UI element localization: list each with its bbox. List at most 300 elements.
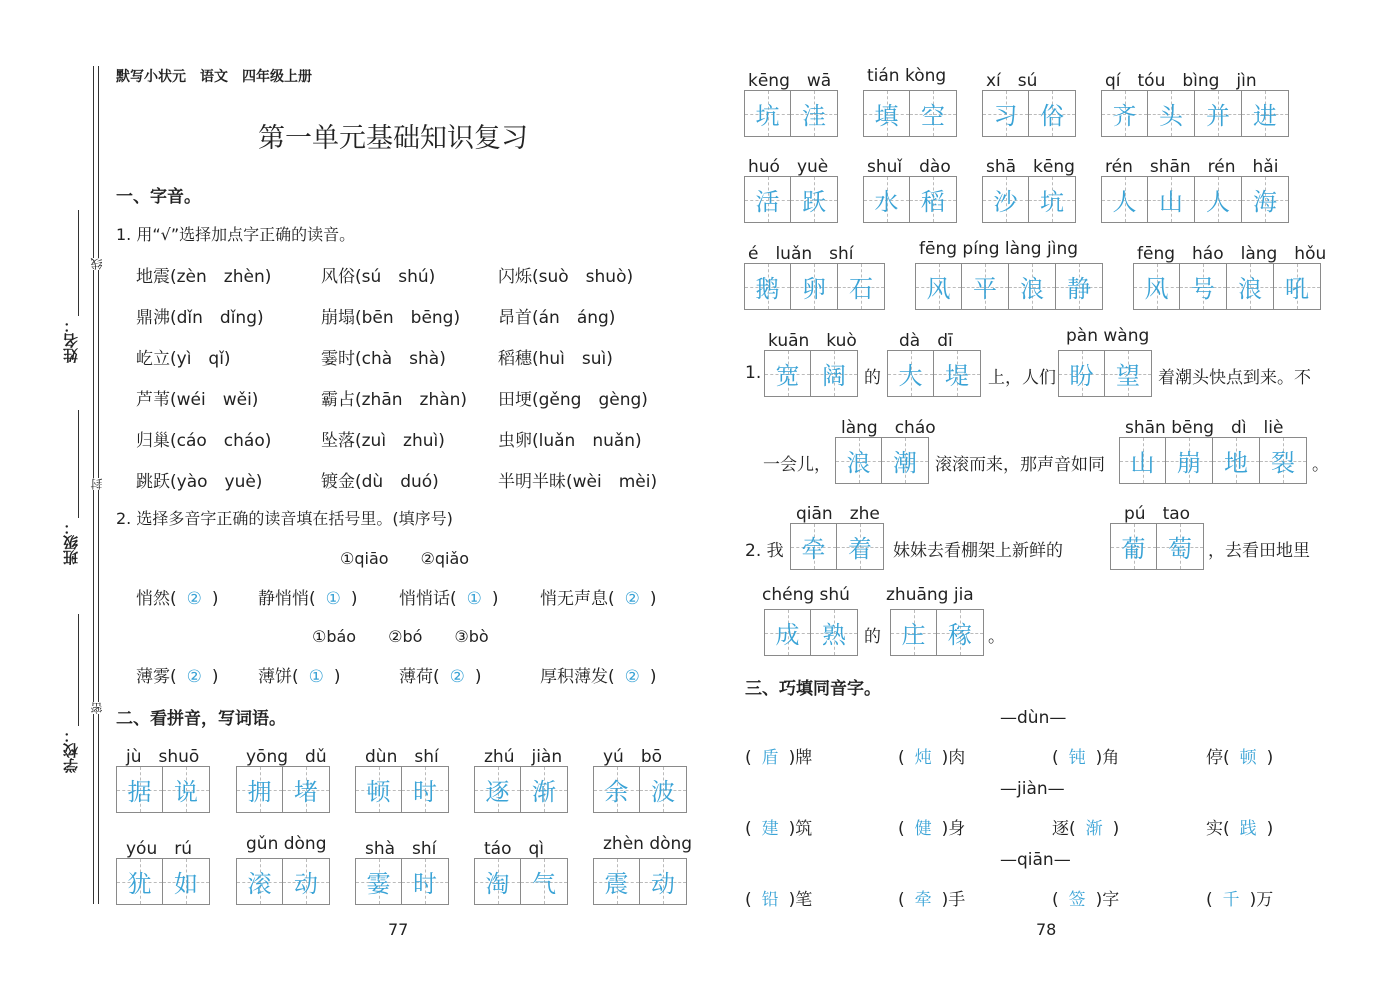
pinyin: xí sú bbox=[986, 71, 1038, 91]
homophone-answer: 牵 bbox=[914, 890, 932, 910]
pinyin: shà shí bbox=[365, 839, 437, 859]
char-cell[interactable] bbox=[962, 263, 1009, 310]
page-title: 第一单元基础知识复习 bbox=[258, 123, 528, 154]
homophone-answer: 践 bbox=[1239, 819, 1257, 839]
char: 习 bbox=[993, 102, 1018, 130]
char: 如 bbox=[174, 870, 198, 898]
char: 稻 bbox=[921, 188, 945, 216]
q2-word: 悄无声息( bbox=[540, 589, 615, 609]
char-cell[interactable] bbox=[764, 609, 811, 656]
char: 头 bbox=[1159, 102, 1183, 130]
homophone-item bbox=[1052, 885, 1119, 910]
char-cell[interactable] bbox=[1029, 90, 1076, 137]
q1-item: 霎时(chà shà) bbox=[321, 349, 446, 369]
q1-item: 风俗(sú shú) bbox=[321, 267, 436, 287]
page-number-left: 77 bbox=[388, 920, 409, 939]
q2-item bbox=[136, 584, 219, 609]
char: 吼 bbox=[1285, 275, 1309, 303]
char: 堤 bbox=[945, 362, 969, 390]
char-cell[interactable] bbox=[1274, 263, 1321, 310]
char-cell[interactable] bbox=[1101, 90, 1148, 137]
q1-item: 稻穗(huì suì) bbox=[498, 349, 613, 369]
char-cell[interactable] bbox=[837, 523, 884, 570]
homophone-suffix: )字 bbox=[1095, 890, 1120, 910]
mi-mark: 密 bbox=[90, 702, 104, 714]
char-cell[interactable] bbox=[1260, 437, 1307, 484]
word-box[interactable] bbox=[1119, 437, 1307, 484]
q2-word: 厚积薄发( bbox=[540, 667, 615, 687]
char: 地 bbox=[1224, 449, 1248, 477]
char: 坑 bbox=[1040, 188, 1064, 216]
char-cell[interactable] bbox=[1133, 263, 1180, 310]
char: 据 bbox=[127, 778, 152, 806]
homophone-answer: 铅 bbox=[761, 890, 779, 910]
q2-word: 静悄悄( bbox=[258, 589, 316, 609]
char-cell[interactable] bbox=[790, 523, 837, 570]
char: 着 bbox=[848, 535, 872, 563]
homophone-prefix: ( bbox=[1052, 890, 1059, 910]
pinyin: jù shuō bbox=[126, 747, 200, 767]
char-cell[interactable] bbox=[764, 350, 811, 397]
char: 人 bbox=[1206, 188, 1230, 216]
char: 萄 bbox=[1168, 535, 1192, 563]
q2-close: ) bbox=[211, 589, 219, 609]
word-box[interactable] bbox=[236, 858, 330, 905]
homophone-item bbox=[1206, 743, 1273, 768]
homophone-prefix: ( bbox=[898, 748, 905, 768]
q1-item: 崩塌(bēn bēng) bbox=[321, 308, 461, 328]
sentence-text: 滚滚而来，那声音如同 bbox=[935, 455, 1105, 475]
sentence-text: 的 bbox=[864, 627, 881, 647]
question-2: 2. 选择多音字正确的读音填在括号里。(填序号) bbox=[116, 509, 453, 528]
char-cell[interactable] bbox=[402, 858, 449, 905]
homophone-item bbox=[898, 885, 965, 910]
homophone-item bbox=[1052, 814, 1119, 839]
homophone-item bbox=[1206, 814, 1273, 839]
char: 浪 bbox=[1238, 275, 1262, 303]
char-cell[interactable] bbox=[474, 858, 521, 905]
question-1: 1. 用“√”选择加点字正确的读音。 bbox=[116, 225, 356, 244]
seal-line-mark: 线 bbox=[90, 258, 104, 270]
word-box[interactable] bbox=[890, 609, 984, 656]
pinyin: táo qì bbox=[484, 839, 544, 859]
char: 潮 bbox=[893, 449, 917, 477]
word-box[interactable] bbox=[116, 858, 210, 905]
char-cell[interactable] bbox=[910, 176, 957, 223]
word-box[interactable] bbox=[1101, 176, 1289, 223]
homophone-answer: 盾 bbox=[761, 748, 779, 768]
char: 浪 bbox=[1020, 275, 1044, 303]
seal-mark: 封 bbox=[90, 478, 104, 490]
q1-item: 地震(zèn zhèn) bbox=[136, 267, 272, 287]
char-cell[interactable] bbox=[236, 766, 283, 813]
homophone-prefix: 逐( bbox=[1052, 819, 1076, 839]
homophone-prefix: ( bbox=[745, 819, 752, 839]
char: 犹 bbox=[127, 870, 152, 898]
char-cell[interactable] bbox=[1058, 350, 1105, 397]
q2-item bbox=[258, 584, 358, 609]
char: 沙 bbox=[993, 188, 1018, 216]
char-cell[interactable] bbox=[1101, 176, 1148, 223]
char: 水 bbox=[874, 188, 899, 216]
char: 人 bbox=[1112, 188, 1137, 216]
pinyin: shuǐ dào bbox=[867, 157, 951, 177]
char-cell[interactable] bbox=[236, 858, 283, 905]
word-box[interactable] bbox=[474, 766, 568, 813]
char: 动 bbox=[294, 870, 318, 898]
pinyin: tián kòng bbox=[867, 66, 947, 86]
pinyin: fēng háo làng hǒu bbox=[1137, 244, 1327, 264]
q1-item: 虫卵(luǎn nuǎn) bbox=[498, 431, 642, 451]
homophone-prefix: ( bbox=[745, 890, 752, 910]
char-cell[interactable] bbox=[1110, 523, 1157, 570]
word-box[interactable] bbox=[835, 437, 929, 484]
pinyin: shān bēng dì liè bbox=[1125, 418, 1284, 438]
char-cell[interactable] bbox=[116, 766, 163, 813]
word-box[interactable] bbox=[593, 858, 687, 905]
char: 熟 bbox=[822, 621, 846, 649]
word-box[interactable] bbox=[474, 858, 568, 905]
word-box[interactable] bbox=[236, 766, 330, 813]
homophone-answer: 签 bbox=[1068, 890, 1086, 910]
pinyin: zhèn dòng bbox=[603, 834, 693, 854]
char: 跃 bbox=[802, 188, 826, 216]
char: 顿 bbox=[366, 778, 391, 806]
q2-answer: ② bbox=[186, 589, 202, 609]
section-3-heading: 三、巧填同音字。 bbox=[745, 679, 881, 699]
char: 石 bbox=[849, 275, 873, 303]
char-cell[interactable] bbox=[937, 609, 984, 656]
char-cell[interactable] bbox=[1056, 263, 1103, 310]
char-cell[interactable] bbox=[1029, 176, 1076, 223]
word-box[interactable] bbox=[982, 176, 1076, 223]
char-cell[interactable] bbox=[915, 263, 962, 310]
word-box[interactable] bbox=[764, 350, 858, 397]
char-cell[interactable] bbox=[283, 766, 330, 813]
char-cell[interactable] bbox=[744, 176, 791, 223]
char: 山 bbox=[1130, 449, 1155, 477]
pinyin: shā kēng bbox=[986, 157, 1075, 177]
char-cell[interactable] bbox=[791, 176, 838, 223]
char-cell[interactable] bbox=[1213, 437, 1260, 484]
char-cell[interactable] bbox=[1119, 437, 1166, 484]
char: 堵 bbox=[294, 778, 318, 806]
q2-item bbox=[258, 662, 341, 687]
q1-item: 霸占(zhān zhàn) bbox=[321, 390, 468, 410]
char: 逐 bbox=[485, 778, 510, 806]
word-box[interactable] bbox=[863, 90, 957, 137]
char: 填 bbox=[874, 102, 899, 130]
q2-close: ) bbox=[474, 667, 482, 687]
word-box[interactable] bbox=[744, 176, 838, 223]
q2-item bbox=[136, 662, 219, 687]
homophone-answer: 渐 bbox=[1085, 819, 1103, 839]
word-box[interactable] bbox=[1101, 90, 1289, 137]
q2-answer: ② bbox=[624, 667, 640, 687]
homophone-prefix: ( bbox=[898, 890, 905, 910]
pinyin: kuān kuò bbox=[768, 331, 857, 351]
q2-options-2: ①báo ②bó ③bò bbox=[312, 627, 489, 646]
q2-answer: ② bbox=[186, 667, 202, 687]
q2-word: 薄饼( bbox=[258, 667, 299, 687]
char-cell[interactable] bbox=[744, 263, 791, 310]
q2-close: ) bbox=[649, 667, 657, 687]
char-cell[interactable] bbox=[934, 350, 981, 397]
char-cell[interactable] bbox=[744, 90, 791, 137]
char: 洼 bbox=[802, 102, 826, 130]
homophone-item bbox=[1206, 885, 1273, 910]
char: 波 bbox=[651, 778, 675, 806]
q1-item: 半明半昧(wèi mèi) bbox=[498, 472, 658, 492]
homophone-suffix: )手 bbox=[941, 890, 966, 910]
homophone-prefix: ( bbox=[1206, 890, 1213, 910]
char: 成 bbox=[775, 621, 800, 649]
sentence-text: 一会儿， bbox=[763, 455, 831, 475]
char-cell[interactable] bbox=[1105, 350, 1152, 397]
char-cell[interactable] bbox=[890, 609, 937, 656]
q2-word: 悄悄话( bbox=[399, 589, 457, 609]
pinyin: yóu rú bbox=[126, 839, 192, 859]
word-box[interactable] bbox=[887, 350, 981, 397]
char: 霎 bbox=[366, 870, 391, 898]
q1-item: 坠落(zuì zhuì) bbox=[321, 431, 445, 451]
char-cell[interactable] bbox=[1242, 176, 1289, 223]
homophone-suffix: )万 bbox=[1249, 890, 1274, 910]
char: 余 bbox=[604, 778, 629, 806]
char-cell[interactable] bbox=[838, 263, 885, 310]
char-cell[interactable] bbox=[1195, 90, 1242, 137]
pinyin: zhú jiàn bbox=[484, 747, 563, 767]
word-box[interactable] bbox=[790, 523, 884, 570]
char: 大 bbox=[898, 362, 923, 390]
homophone-item bbox=[745, 814, 812, 839]
q2-close: ) bbox=[491, 589, 499, 609]
word-box[interactable] bbox=[1058, 350, 1152, 397]
char-cell[interactable] bbox=[1242, 90, 1289, 137]
word-box[interactable] bbox=[1110, 523, 1204, 570]
word-box[interactable] bbox=[863, 176, 957, 223]
q1-item: 芦苇(wéi wěi) bbox=[136, 390, 259, 410]
homophone-answer: 炖 bbox=[914, 748, 932, 768]
char: 动 bbox=[651, 870, 675, 898]
word-box[interactable] bbox=[355, 858, 449, 905]
homophone-answer: 顿 bbox=[1239, 748, 1257, 768]
char: 说 bbox=[174, 778, 198, 806]
sentence-text: 上，人们 bbox=[988, 368, 1056, 388]
pinyin: dà dī bbox=[899, 331, 953, 351]
q2-item bbox=[399, 662, 482, 687]
char-cell[interactable] bbox=[1227, 263, 1274, 310]
char-cell[interactable] bbox=[355, 766, 402, 813]
char: 浪 bbox=[846, 449, 871, 477]
char-cell[interactable] bbox=[474, 766, 521, 813]
char-cell[interactable] bbox=[163, 766, 210, 813]
q1-item: 归巢(cáo cháo) bbox=[136, 431, 272, 451]
char-cell[interactable] bbox=[982, 90, 1029, 137]
homophone-suffix: ) bbox=[1266, 819, 1274, 839]
char: 气 bbox=[532, 870, 556, 898]
q2-close: ) bbox=[333, 667, 341, 687]
homophone-item bbox=[1052, 743, 1119, 768]
group-label: —dùn— bbox=[1000, 708, 1067, 728]
char: 齐 bbox=[1112, 102, 1137, 130]
sentence-text: 。 bbox=[1312, 455, 1329, 475]
q1-item: 田埂(gěng gèng) bbox=[498, 390, 648, 410]
pinyin: chéng shú bbox=[762, 585, 850, 605]
char-cell[interactable] bbox=[593, 858, 640, 905]
section-2-heading: 二、看拼音，写词语。 bbox=[116, 709, 286, 729]
char: 时 bbox=[413, 778, 437, 806]
word-box[interactable] bbox=[982, 90, 1076, 137]
class-label: 班级： bbox=[62, 520, 80, 565]
homophone-prefix: ( bbox=[745, 748, 752, 768]
pinyin: kēng wā bbox=[748, 71, 832, 91]
char-cell[interactable] bbox=[811, 609, 858, 656]
char-cell[interactable] bbox=[863, 90, 910, 137]
char-cell[interactable] bbox=[1166, 437, 1213, 484]
char-cell[interactable] bbox=[791, 90, 838, 137]
q2-item bbox=[540, 584, 657, 609]
word-box[interactable] bbox=[355, 766, 449, 813]
char-cell[interactable] bbox=[791, 263, 838, 310]
homophone-answer: 健 bbox=[914, 819, 932, 839]
char-cell[interactable] bbox=[593, 766, 640, 813]
homophone-answer: 钝 bbox=[1068, 748, 1086, 768]
q2-answer: ① bbox=[325, 589, 341, 609]
char-cell[interactable] bbox=[1195, 176, 1242, 223]
char-cell[interactable] bbox=[521, 858, 568, 905]
char: 鹅 bbox=[755, 275, 780, 303]
char: 望 bbox=[1116, 362, 1140, 390]
homophone-item bbox=[745, 743, 812, 768]
char: 时 bbox=[413, 870, 437, 898]
char-cell[interactable] bbox=[640, 766, 687, 813]
q2-close: ) bbox=[350, 589, 358, 609]
sentence-text: 妹妹去看棚架上新鲜的 bbox=[893, 541, 1063, 561]
char-cell[interactable] bbox=[1157, 523, 1204, 570]
char: 滚 bbox=[247, 870, 272, 898]
char-cell[interactable] bbox=[811, 350, 858, 397]
name-label: 姓名： bbox=[62, 318, 80, 363]
homophone-suffix: )牌 bbox=[788, 748, 813, 768]
homophone-answer: 千 bbox=[1222, 890, 1240, 910]
group-label: —qiān— bbox=[1000, 850, 1071, 870]
pinyin: pú tao bbox=[1124, 504, 1191, 524]
char-cell[interactable] bbox=[1180, 263, 1227, 310]
char-cell[interactable] bbox=[355, 858, 402, 905]
group-label: —jiàn— bbox=[1000, 779, 1065, 799]
char: 稼 bbox=[948, 621, 972, 649]
homophone-prefix: 停( bbox=[1206, 748, 1230, 768]
char: 号 bbox=[1191, 275, 1215, 303]
char-cell[interactable] bbox=[1148, 176, 1195, 223]
char: 渐 bbox=[532, 778, 556, 806]
pinyin: pàn wàng bbox=[1066, 326, 1150, 346]
char-cell[interactable] bbox=[863, 176, 910, 223]
char: 庄 bbox=[901, 621, 926, 649]
pinyin: dùn shí bbox=[365, 747, 439, 767]
homophone-prefix: 实( bbox=[1206, 819, 1230, 839]
char-cell[interactable] bbox=[982, 176, 1029, 223]
q2-answer: ① bbox=[308, 667, 324, 687]
pinyin: gǔn dòng bbox=[246, 834, 327, 854]
homophone-answer: 建 bbox=[761, 819, 779, 839]
char-cell[interactable] bbox=[640, 858, 687, 905]
char: 并 bbox=[1206, 102, 1230, 130]
school-label: 学校： bbox=[62, 728, 80, 773]
pinyin: é luǎn shí bbox=[748, 244, 854, 264]
q2-answer: ① bbox=[466, 589, 482, 609]
char: 葡 bbox=[1121, 535, 1146, 563]
char-cell[interactable] bbox=[835, 437, 882, 484]
word-box[interactable] bbox=[915, 263, 1103, 310]
sentence-text: ，去看田地里 bbox=[1208, 541, 1310, 561]
q2-close: ) bbox=[649, 589, 657, 609]
char: 活 bbox=[755, 188, 780, 216]
q2-options-1: ①qiāo ②qiǎo bbox=[340, 549, 470, 568]
char-cell[interactable] bbox=[1009, 263, 1056, 310]
char: 静 bbox=[1067, 275, 1091, 303]
sentence-text: 的 bbox=[864, 368, 881, 388]
q1-item: 跳跃(yào yuè) bbox=[136, 472, 263, 492]
word-box[interactable] bbox=[593, 766, 687, 813]
q2-close: ) bbox=[211, 667, 219, 687]
homophone-item bbox=[898, 743, 965, 768]
char: 震 bbox=[604, 870, 629, 898]
word-box[interactable] bbox=[744, 90, 838, 137]
char-cell[interactable] bbox=[116, 858, 163, 905]
q2-answer: ② bbox=[624, 589, 640, 609]
pinyin: qí tóu bìng jìn bbox=[1105, 71, 1257, 91]
char: 俗 bbox=[1040, 102, 1064, 130]
char-cell[interactable] bbox=[910, 90, 957, 137]
book-header: 默写小状元 语文 四年级上册 bbox=[116, 69, 312, 85]
q1-item: 昂首(án áng) bbox=[498, 308, 616, 328]
char-cell[interactable] bbox=[402, 766, 449, 813]
char: 拥 bbox=[247, 778, 272, 806]
char-cell[interactable] bbox=[1148, 90, 1195, 137]
q1-item: 镀金(dù duó) bbox=[321, 472, 439, 492]
char-cell[interactable] bbox=[882, 437, 929, 484]
char: 坑 bbox=[755, 102, 780, 130]
word-box[interactable] bbox=[1133, 263, 1321, 310]
word-box[interactable] bbox=[764, 609, 858, 656]
char-cell[interactable] bbox=[887, 350, 934, 397]
homophone-prefix: ( bbox=[898, 819, 905, 839]
char: 淘 bbox=[485, 870, 510, 898]
char: 空 bbox=[921, 102, 945, 130]
char: 进 bbox=[1253, 102, 1277, 130]
pinyin: fēng píng làng jìng bbox=[919, 239, 1079, 259]
sentence-text: 着潮头快点到来。不 bbox=[1158, 368, 1311, 388]
sentence-text: 。 bbox=[988, 627, 1005, 647]
char-cell[interactable] bbox=[163, 858, 210, 905]
q2-word: 薄荷( bbox=[399, 667, 440, 687]
homophone-suffix: )身 bbox=[941, 819, 966, 839]
pinyin: làng cháo bbox=[841, 418, 936, 438]
section-1-heading: 一、字音。 bbox=[116, 187, 201, 207]
char-cell[interactable] bbox=[521, 766, 568, 813]
q2-answer: ② bbox=[449, 667, 465, 687]
q2-word: 悄然( bbox=[136, 589, 177, 609]
char-cell[interactable] bbox=[283, 858, 330, 905]
homophone-suffix: )笔 bbox=[788, 890, 813, 910]
word-box[interactable] bbox=[116, 766, 210, 813]
char: 海 bbox=[1253, 188, 1277, 216]
pinyin: zhuāng jia bbox=[886, 585, 974, 605]
char: 风 bbox=[1144, 275, 1169, 303]
word-box[interactable] bbox=[744, 263, 885, 310]
